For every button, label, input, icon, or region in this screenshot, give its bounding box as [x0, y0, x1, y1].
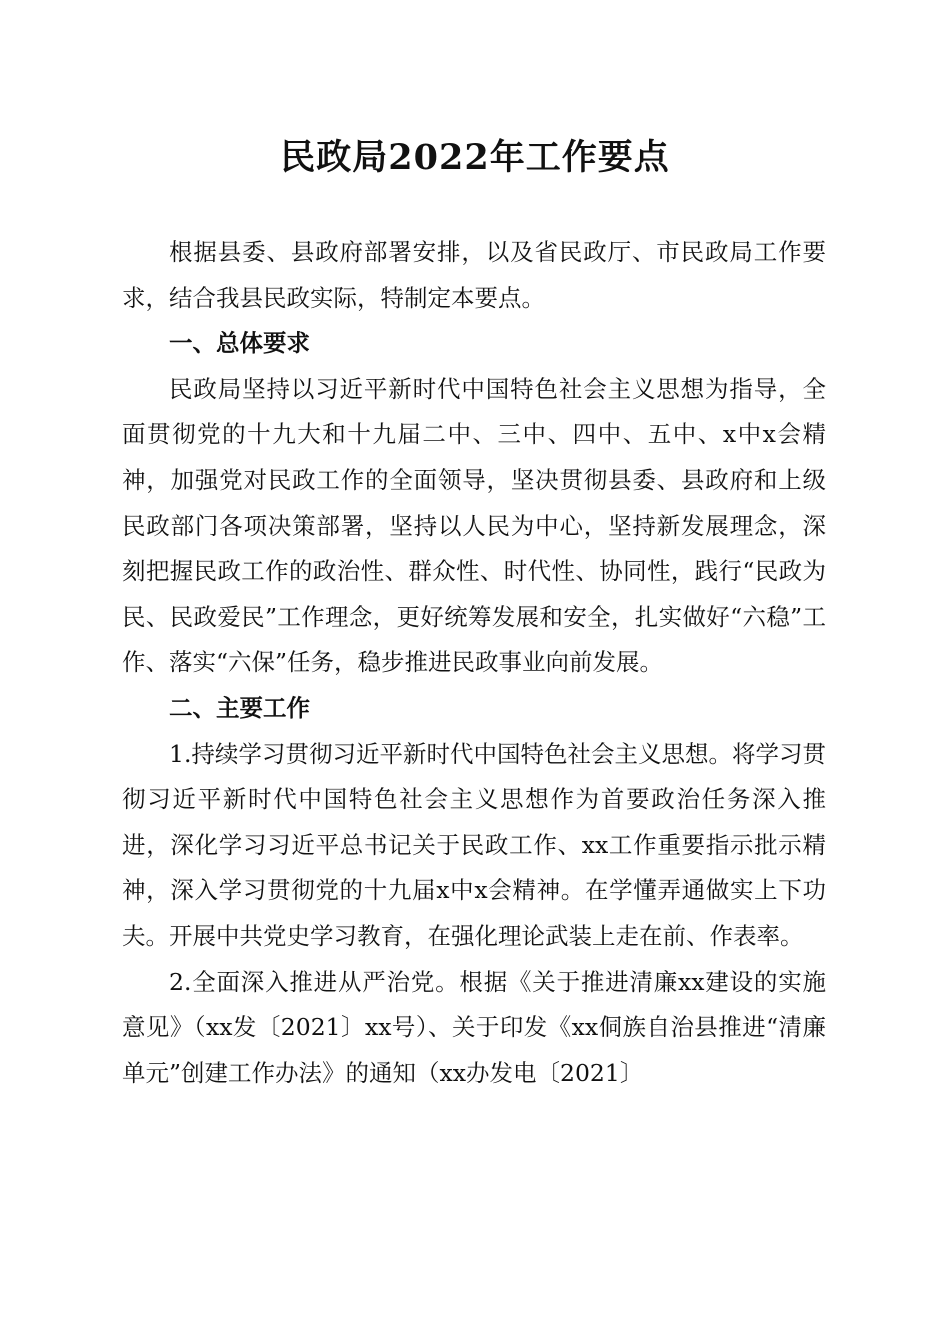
intro-paragraph: 根据县委、县政府部署安排，以及省民政厅、市民政局工作要求，结合我县民政实际，特制定本要点。: [122, 238, 826, 312]
work-item-paragraph: 2.全面深入推进从严治党。根据《关于推进清廉xx建设的实施意见》（xx发〔2021〕xx号）、关于印发《xx侗族自治县推进“清廉单元”创建工作办法》的通知（xx办发电〔2021〕: [122, 967, 826, 1087]
section-heading-general-requirements: 一、总体要求: [169, 329, 310, 358]
document-title: 民政局2022年工作要点: [280, 137, 670, 178]
section-heading-main-work: 二、主要工作: [169, 693, 310, 722]
work-item-paragraph: 1.持续学习贯彻习近平新时代中国特色社会主义思想。将学习贯彻习近平新时代中国特色社会主义思想作为首要政治任务深入推进，深化学习习近平总书记关于民政工作、xx工作重要指示批示精神，深入学习贯彻党的十九届x中x会精神。在学懂弄通做实上下功夫。开展中共党史学习教育，在强化理论武装上走在前、作表率。: [122, 739, 826, 950]
document-body: [122, 230, 826, 1096]
general-requirements-paragraph: 民政局坚持以习近平新时代中国特色社会主义思想为指导，全面贯彻党的十九大和十九届二中、三中、四中、五中、x中x会精神，加强党对民政工作的全面领导，坚决贯彻县委、县政府和上级民政部门各项决策部署，坚持以人民为中心，坚持新发展理念，深刻把握民政工作的政治性、群众性、时代性、协同性，践行“民政为民、民政爱民”工作理念，更好统筹发展和安全，扎实做好“六稳”工作、落实“六保”任务，稳步推进民政事业向前发展。: [122, 374, 826, 677]
